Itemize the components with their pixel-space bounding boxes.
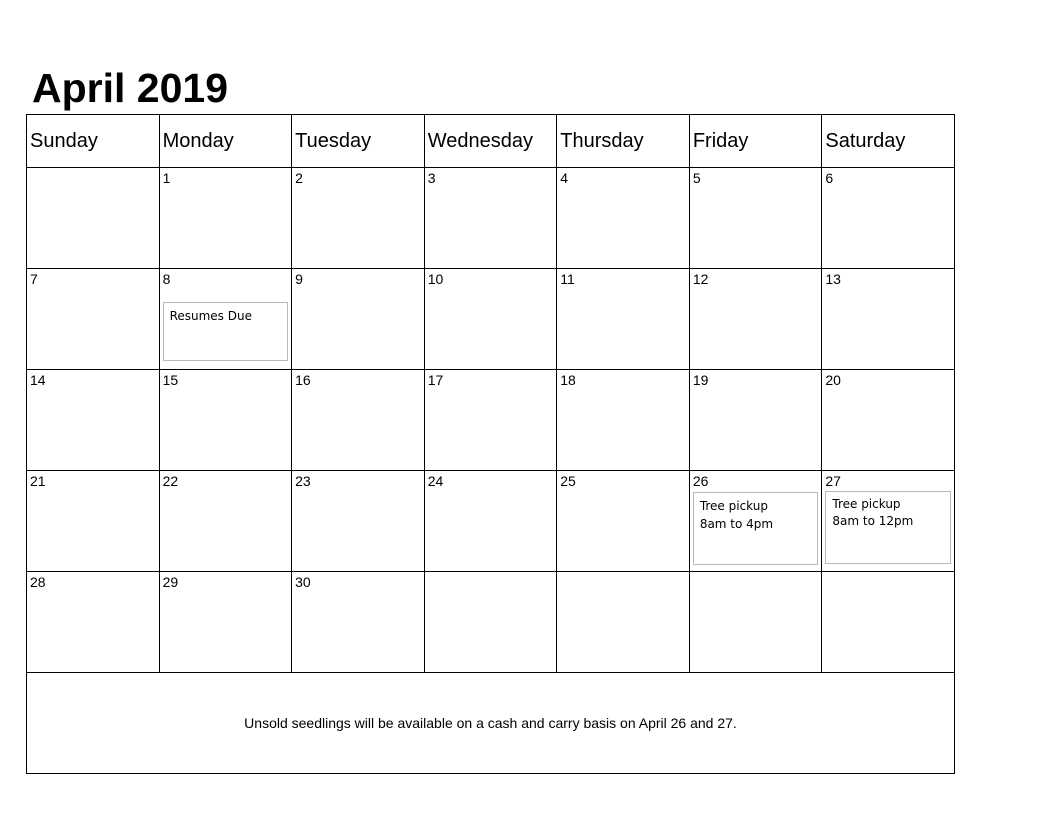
calendar-grid	[26, 114, 955, 774]
day-cell-empty	[689, 572, 822, 673]
weekday-header-monday: Monday	[159, 115, 292, 168]
day-number: 13	[825, 271, 841, 287]
week-row	[27, 370, 955, 471]
event-resumes-due[interactable]: Resumes Due	[163, 302, 289, 361]
weekday-header-wednesday: Wednesday	[424, 115, 557, 168]
day-cell[interactable]	[557, 269, 690, 370]
page-title: April 2019	[32, 65, 228, 111]
weekday-header-row	[27, 115, 955, 168]
day-cell[interactable]	[689, 370, 822, 471]
day-cell[interactable]	[27, 269, 160, 370]
week-row	[27, 168, 955, 269]
day-cell[interactable]	[822, 269, 955, 370]
day-cell[interactable]	[159, 471, 292, 572]
day-cell-empty	[822, 572, 955, 673]
day-cell[interactable]	[292, 471, 425, 572]
day-cell[interactable]	[689, 269, 822, 370]
day-cell[interactable]	[424, 471, 557, 572]
day-number: 29	[162, 574, 179, 590]
footer-row	[27, 673, 955, 774]
event-tree-pickup-26[interactable]: Tree pickup 8am to 4pm	[693, 492, 819, 565]
day-cell[interactable]	[822, 168, 955, 269]
weekday-header-saturday: Saturday	[822, 115, 955, 168]
day-number: 15	[162, 372, 179, 388]
day-cell[interactable]	[292, 370, 425, 471]
day-cell[interactable]	[424, 269, 557, 370]
day-number: 17	[427, 372, 444, 388]
day-cell[interactable]	[159, 269, 292, 370]
day-cell[interactable]	[27, 370, 160, 471]
day-number: 10	[427, 271, 444, 287]
day-cell[interactable]	[822, 471, 955, 572]
day-number: 28	[30, 574, 46, 590]
day-cell[interactable]	[822, 370, 955, 471]
day-number: 6	[825, 170, 834, 186]
day-number: 7	[30, 271, 38, 287]
day-number: 26	[692, 473, 709, 489]
day-cell[interactable]	[424, 168, 557, 269]
weekday-header-thursday: Thursday	[557, 115, 690, 168]
day-number: 11	[560, 271, 575, 287]
weekday-header-friday: Friday	[689, 115, 822, 168]
day-number: 5	[692, 170, 701, 186]
day-cell[interactable]	[27, 168, 160, 269]
day-number: 25	[560, 473, 576, 489]
day-number: 2	[295, 170, 303, 186]
day-cell[interactable]	[689, 168, 822, 269]
day-cell[interactable]	[292, 572, 425, 673]
day-cell[interactable]	[557, 168, 690, 269]
day-cell-empty	[557, 572, 690, 673]
day-number: 12	[692, 271, 709, 287]
day-number: 19	[692, 372, 709, 388]
weekday-header-tuesday: Tuesday	[292, 115, 425, 168]
day-cell[interactable]	[27, 471, 160, 572]
day-cell[interactable]	[292, 168, 425, 269]
event-tree-pickup-27[interactable]: Tree pickup 8am to 12pm	[825, 491, 951, 564]
day-cell[interactable]	[159, 168, 292, 269]
day-number: 4	[560, 170, 569, 186]
footer-note: Unsold seedlings will be available on a cash and carry basis on April 26 and 27.	[27, 673, 955, 774]
day-cell[interactable]	[27, 572, 160, 673]
day-number: 16	[295, 372, 311, 388]
day-number: 3	[427, 170, 436, 186]
day-cell-empty	[424, 572, 557, 673]
week-row	[27, 269, 955, 370]
day-cell[interactable]	[424, 370, 557, 471]
day-number: 14	[30, 372, 46, 388]
day-cell[interactable]	[557, 370, 690, 471]
day-cell[interactable]	[557, 471, 690, 572]
day-number: 30	[295, 574, 311, 590]
day-cell[interactable]	[159, 370, 292, 471]
day-number: 20	[825, 372, 841, 388]
day-number: 22	[162, 473, 179, 489]
week-row	[27, 572, 955, 673]
day-number: 27	[825, 473, 841, 489]
week-row	[27, 471, 955, 572]
day-cell[interactable]	[159, 572, 292, 673]
day-number: 9	[295, 271, 303, 287]
weekday-header-sunday: Sunday	[27, 115, 160, 168]
day-number: 24	[427, 473, 444, 489]
day-cell[interactable]	[292, 269, 425, 370]
day-cell[interactable]	[689, 471, 822, 572]
day-number: 1	[162, 170, 171, 186]
day-number: 23	[295, 473, 311, 489]
day-number: 18	[560, 372, 576, 388]
day-number: 8	[162, 271, 171, 287]
day-number: 21	[30, 473, 46, 489]
